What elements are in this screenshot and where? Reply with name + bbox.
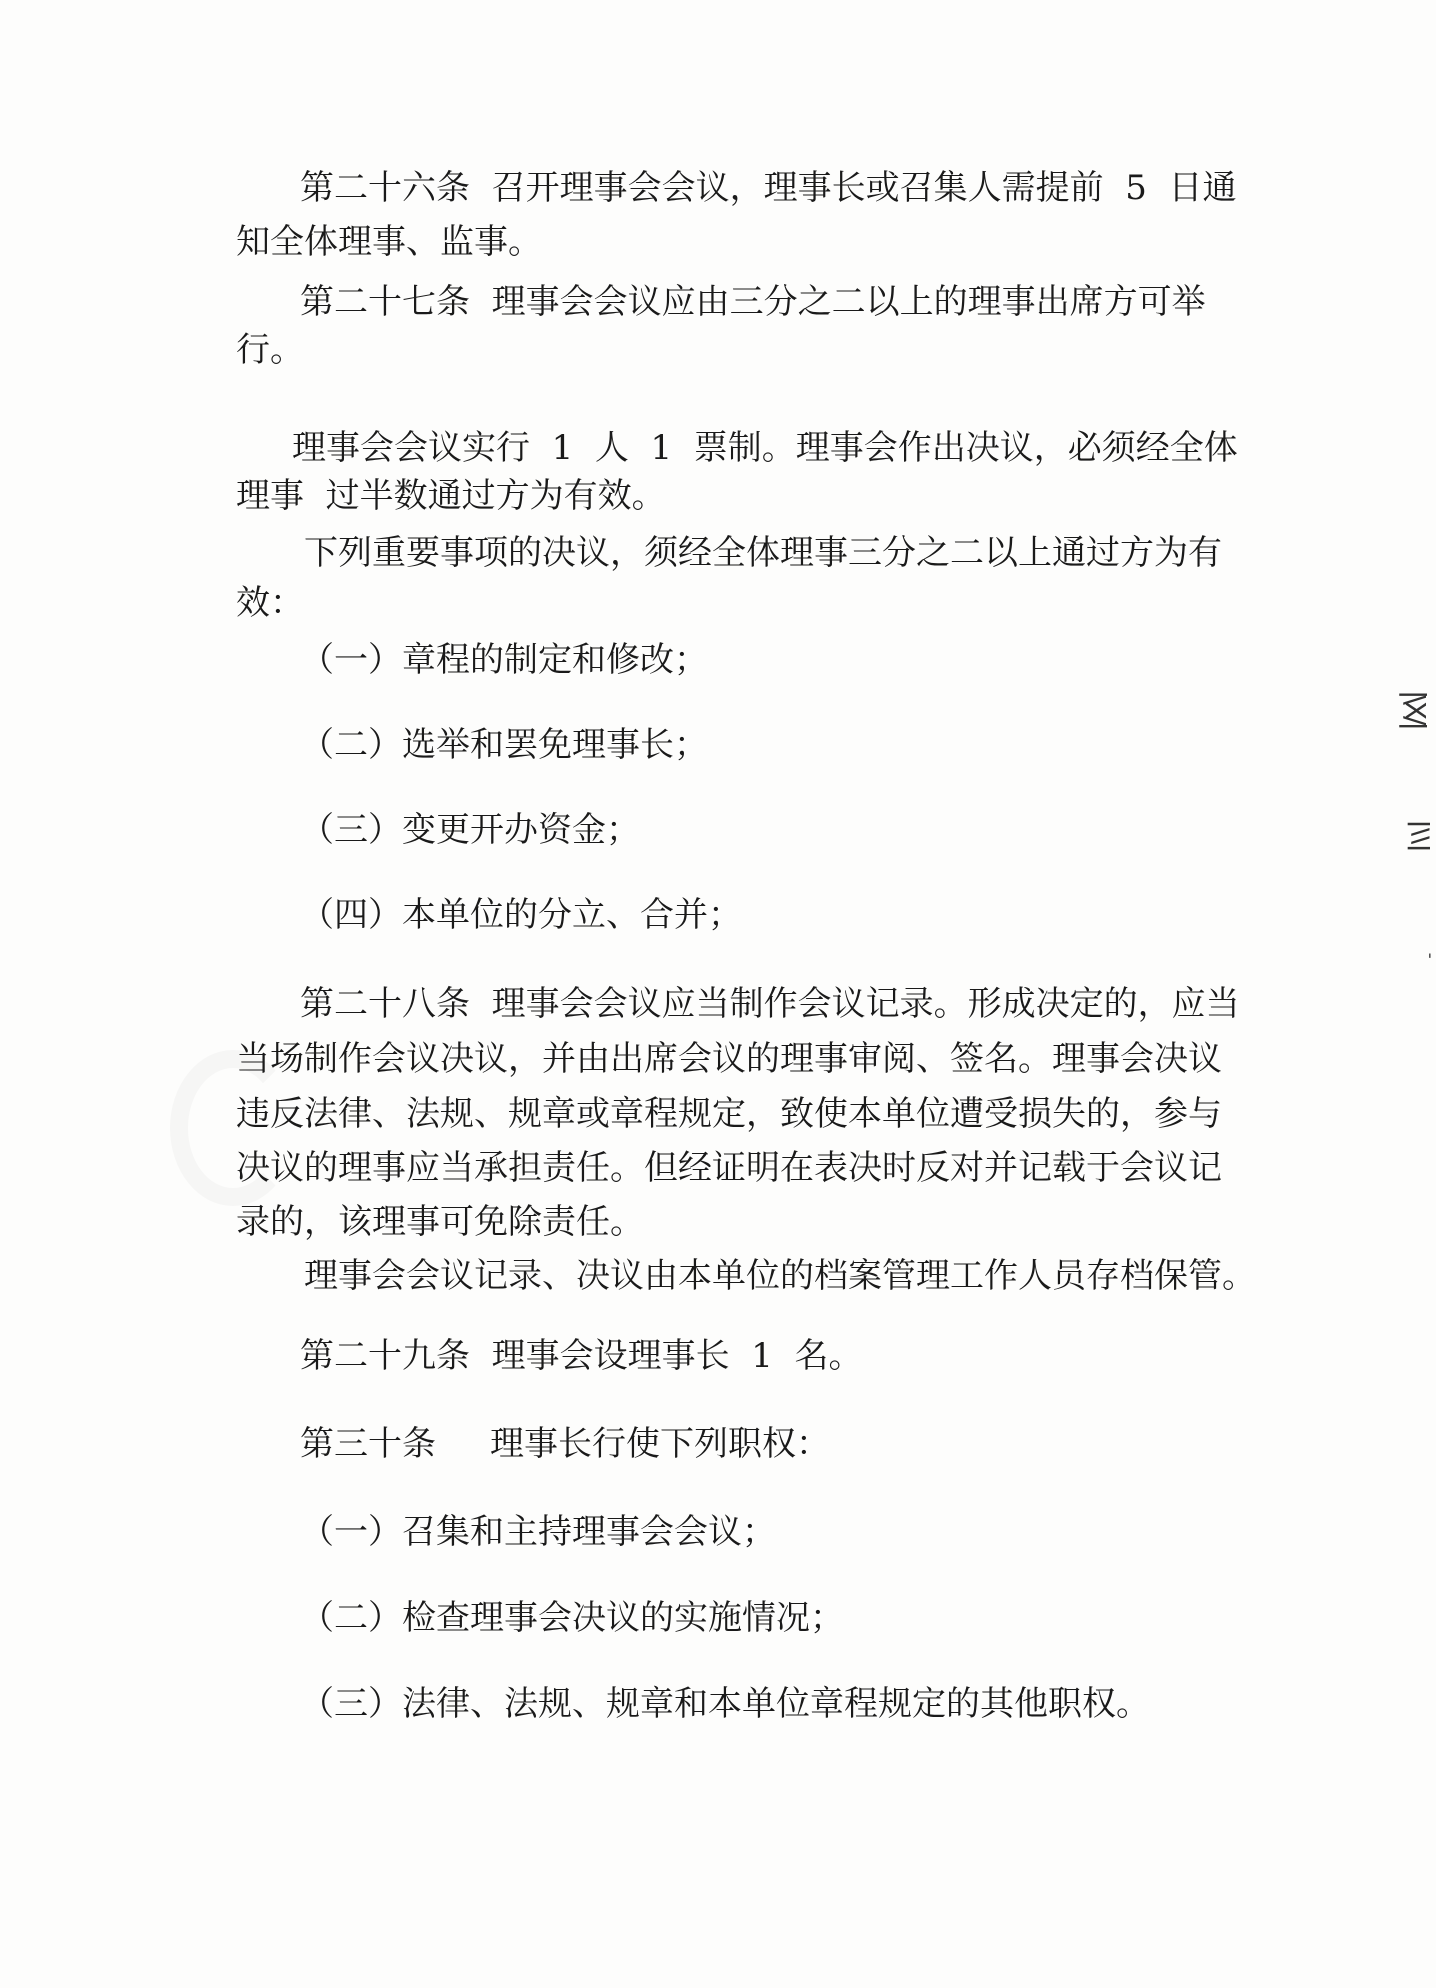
list-item: （三）法律、法规、规章和本单位章程规定的其他职权。 bbox=[300, 1684, 1150, 1724]
article-30-line: 第三十条 理事长行使下列职权： bbox=[300, 1424, 831, 1464]
list-item: （一）召集和主持理事会会议； bbox=[300, 1512, 776, 1552]
article-28-line-5: 录的，该理事可免除责任。 bbox=[236, 1202, 644, 1242]
article-27-line-1: 第二十七条 理事会会议应由三分之二以上的理事出席方可举 bbox=[300, 282, 1206, 322]
list-item: （四）本单位的分立、合并； bbox=[300, 895, 742, 935]
important-matters-line-2: 效： bbox=[236, 583, 304, 623]
list-item: （二）选举和罢免理事长； bbox=[300, 725, 708, 765]
margin-mark: ' bbox=[1427, 950, 1432, 969]
article-26-line-1: 第二十六条 召开理事会会议，理事长或召集人需提前 5 日通 bbox=[300, 168, 1237, 208]
important-matters-line-1: 下列重要事项的决议，须经全体理事三分之二以上通过方为有 bbox=[304, 533, 1222, 573]
voting-rule-line-2: 理事 过半数通过方为有效。 bbox=[236, 476, 666, 516]
article-26-line-2: 知全体理事、监事。 bbox=[236, 222, 542, 262]
article-28-line-2: 当场制作会议决议，并由出席会议的理事审阅、签名。理事会决议 bbox=[236, 1039, 1222, 1079]
margin-mark: |\X/| bbox=[1399, 690, 1432, 727]
article-27-line-2: 行。 bbox=[236, 330, 304, 370]
records-line: 理事会会议记录、决议由本单位的档案管理工作人员存档保管。 bbox=[304, 1256, 1256, 1296]
article-29-line: 第二十九条 理事会设理事长 1 名。 bbox=[300, 1336, 863, 1376]
list-item: （三）变更开办资金； bbox=[300, 810, 640, 850]
article-28-line-3: 违反法律、法规、规章或章程规定，致使本单位遭受损失的，参与 bbox=[236, 1094, 1222, 1134]
voting-rule-line-1: 理事会会议实行 1 人 1 票制。理事会作出决议，必须经全体 bbox=[292, 428, 1238, 468]
article-28-line-4: 决议的理事应当承担责任。但经证明在表决时反对并记载于会议记 bbox=[236, 1148, 1222, 1188]
list-item: （一）章程的制定和修改； bbox=[300, 640, 708, 680]
article-28-line-1: 第二十八条 理事会会议应当制作会议记录。形成决定的，应当 bbox=[300, 984, 1240, 1024]
list-item: （二）检查理事会决议的实施情况； bbox=[300, 1598, 844, 1638]
margin-mark: |\\| bbox=[1407, 820, 1432, 853]
